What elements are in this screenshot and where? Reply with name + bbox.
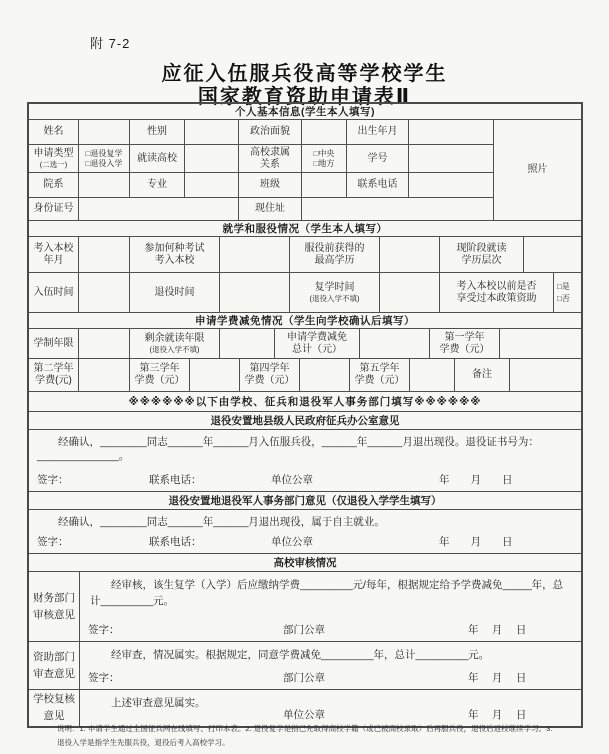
section-header-veteran-office: 退役安置地退役军人事务部门意见（仅退役入学学生填写） <box>29 492 581 510</box>
retire-time-value-cell <box>220 273 290 312</box>
schooling-years-label: 学制年限 <box>29 329 79 358</box>
remark-label: 备注 <box>455 359 510 391</box>
year3-fee-value-cell <box>190 359 240 391</box>
id-number-value-cell <box>79 198 239 220</box>
photo-cell: 照片 <box>527 164 548 175</box>
affiliation-label-line2: 关系 <box>260 158 280 170</box>
finance-signature-row <box>88 622 573 637</box>
draft-office-statement-line2: ______________。 <box>37 450 130 463</box>
checkbox-central: □中央 <box>313 148 335 158</box>
remark-value-cell <box>510 359 581 391</box>
retire-time-label: 退役时间 <box>130 273 220 312</box>
personal-info-grid <box>29 120 581 221</box>
aid-signature-row <box>88 670 573 685</box>
section-header-service: 就学和服役情况（学生本人填写） <box>29 221 581 237</box>
class-value-cell <box>302 173 347 198</box>
signature-label: 签字： <box>37 536 69 548</box>
contact-phone-label: 联系电话： <box>149 474 202 486</box>
college-value-cell <box>185 145 239 173</box>
phone-value-cell <box>409 173 494 198</box>
section-header-draft-office: 退役安置地县级人民政府征兵办公室意见 <box>29 412 581 430</box>
major-label: 专业 <box>130 173 185 198</box>
enroll-date-label: 考入本校 年月 <box>29 237 79 272</box>
school-review-statement: 上述审查意见属实。 <box>111 697 206 709</box>
address-label: 现住址 <box>239 198 302 220</box>
apply-type-label <box>29 145 79 173</box>
checkbox-retired-resume: □退役复学 <box>85 148 123 158</box>
aid-review-row <box>29 642 581 690</box>
class-label: 班级 <box>239 173 302 198</box>
name-label: 姓名 <box>29 120 79 145</box>
veteran-office-statement: 经确认，________同志______年______月退出现役，属于自主就业。 <box>58 516 385 528</box>
date-label: 年 月 日 <box>439 536 513 548</box>
aid-dept-label: 资助部门 审查意见 <box>29 642 80 689</box>
finance-dept-label: 财务部门 审核意见 <box>29 572 80 641</box>
year4-fee-label: 第四学年 学费（元） <box>240 359 300 391</box>
affiliation-label <box>239 145 302 173</box>
waiver-total-label: 申请学费减免 总计（元） <box>275 329 360 358</box>
year2-fee-label: 第二学年 学费(元) <box>29 359 79 391</box>
major-value-cell <box>185 173 239 198</box>
form-title-line2: 国家教育资助申请表Ⅱ <box>197 86 412 108</box>
date-label: 年 月 日 <box>468 709 527 721</box>
finance-review-statement: 经审核，该生复学（入学）后应缴纳学费_________元/每年，根据规定给予学费减免_____年，总计_________元。 <box>90 579 564 607</box>
enroll-date-value-cell <box>79 237 130 272</box>
remaining-years-value-cell <box>220 329 275 358</box>
department-value-cell <box>79 173 130 198</box>
aid-review-statement: 经审查，情况属实。根据规定，同意学费减免_________年，总计_________元。 <box>111 649 490 661</box>
name-value-cell <box>79 120 130 145</box>
year1-fee-label: 第一学年 学费（元） <box>430 329 500 358</box>
apply-type-checkboxes <box>79 145 130 173</box>
aid-review-body <box>80 642 581 689</box>
student-no-value-cell <box>409 145 494 173</box>
exam-type-value-cell <box>220 237 290 272</box>
veteran-office-signature-row <box>37 534 573 549</box>
schooling-years-value-cell <box>79 329 130 358</box>
school-signature-row <box>88 707 573 722</box>
resume-time-value-cell <box>380 273 440 312</box>
year5-fee-value-cell <box>410 359 455 391</box>
pre-service-education-label: 服役前获得的 最高学历 <box>290 237 380 272</box>
checkbox-local: □地方 <box>313 158 335 168</box>
apply-type-label-line2: (二选一) <box>39 160 68 169</box>
remaining-years-label: 剩余就读年限 (退役入学不填) <box>130 329 220 358</box>
policy-benefit-label: 考入本校以前是否 享受过本政策资助 <box>440 273 554 312</box>
tuition-row-2 <box>29 359 581 392</box>
tuition-row-1 <box>29 329 581 359</box>
dept-seal-label: 部门公章 <box>283 624 325 636</box>
apply-type-label-line1: 申请类型 <box>33 148 74 159</box>
section-header-tuition: 申请学费减免情况（学生向学校确认后填写） <box>29 313 581 329</box>
checkbox-yes: □是 <box>557 281 570 291</box>
form-title-line1: 应征入伍服兵役高等学校学生 <box>161 63 448 85</box>
signature-label: 签字： <box>88 672 120 684</box>
student-no-label: 学号 <box>347 145 409 173</box>
form-footnote: 说明：1. 申请学生通过全国征兵网在线填写、打印本表。2. 退役复学是指已先取得高校学籍（或已被高校录取）后再服兵役，退役后返校继续学习。3. 退役入学是指学生先服兵役，退役后考入高校学习。 <box>57 724 553 747</box>
signature-label: 签字： <box>88 624 120 636</box>
draft-office-body <box>29 430 581 492</box>
signature-label: 签字： <box>37 474 69 486</box>
year1-fee-value-cell <box>500 329 581 358</box>
address-value-cell <box>302 198 494 220</box>
enlist-time-label: 入伍时间 <box>29 273 79 312</box>
enlist-time-value-cell <box>79 273 130 312</box>
checkbox-retired-enroll: □退役入学 <box>85 158 123 168</box>
pre-service-education-value-cell <box>380 237 440 272</box>
date-label: 年 月 日 <box>468 624 527 636</box>
attachment-number: 附 7-2 <box>90 36 131 51</box>
gender-value-cell <box>185 120 239 145</box>
section-header-personal-info: 个人基本信息(学生本人填写) <box>29 104 581 120</box>
service-row-1 <box>29 237 581 273</box>
service-row-2 <box>29 273 581 313</box>
checkbox-no: □否 <box>557 293 570 303</box>
date-label: 年 月 日 <box>439 474 513 486</box>
year2-fee-value-cell <box>79 359 130 391</box>
unit-seal-label: 单位公章 <box>283 709 325 721</box>
year5-fee-label: 第五学年 学费（元） <box>350 359 410 391</box>
gender-label: 性别 <box>130 120 185 145</box>
finance-review-row <box>29 572 581 642</box>
application-form-table <box>27 102 583 728</box>
political-status-value-cell <box>302 120 347 145</box>
finance-review-body <box>80 572 581 641</box>
official-use-divider: ※※※※※※以下由学校、征兵和退役军人事务部门填写※※※※※※ <box>29 392 581 412</box>
unit-seal-label: 单位公章 <box>271 474 313 486</box>
college-label: 就读高校 <box>130 145 185 173</box>
draft-office-signature-row <box>37 472 573 487</box>
resume-time-label: 复学时间 (退役入学不填) <box>290 273 380 312</box>
veteran-office-body <box>29 510 581 554</box>
birth-date-label: 出生年月 <box>347 120 409 145</box>
policy-benefit-checkboxes <box>554 273 581 312</box>
year3-fee-label: 第三学年 学费（元） <box>130 359 190 391</box>
draft-office-statement-line1: 经确认，________同志______年______月入伍服兵役，______年______月退出现役。退役证书号为： <box>58 436 539 448</box>
waiver-total-value-cell <box>360 329 430 358</box>
current-education-value-cell <box>524 237 581 272</box>
birth-date-value-cell <box>409 120 494 145</box>
political-status-label: 政治面貌 <box>239 120 302 145</box>
dept-seal-label: 部门公章 <box>283 672 325 684</box>
year4-fee-value-cell <box>300 359 350 391</box>
date-label: 年 月 日 <box>468 672 527 684</box>
contact-phone-label: 联系电话： <box>149 536 202 548</box>
id-number-label: 身份证号 <box>29 198 79 220</box>
school-review-label: 学校复核 意见 <box>29 690 80 726</box>
department-label: 院系 <box>29 173 79 198</box>
exam-type-label: 参加何种考试 考入本校 <box>130 237 220 272</box>
school-review-body <box>80 690 581 726</box>
section-header-university-review: 高校审核情况 <box>29 554 581 572</box>
unit-seal-label: 单位公章 <box>271 536 313 548</box>
school-review-row <box>29 690 581 726</box>
current-education-label: 现阶段就读 学历层次 <box>440 237 524 272</box>
phone-label: 联系电话 <box>347 173 409 198</box>
affiliation-checkboxes <box>302 145 347 173</box>
affiliation-label-line1: 高校隶属 <box>250 146 290 158</box>
